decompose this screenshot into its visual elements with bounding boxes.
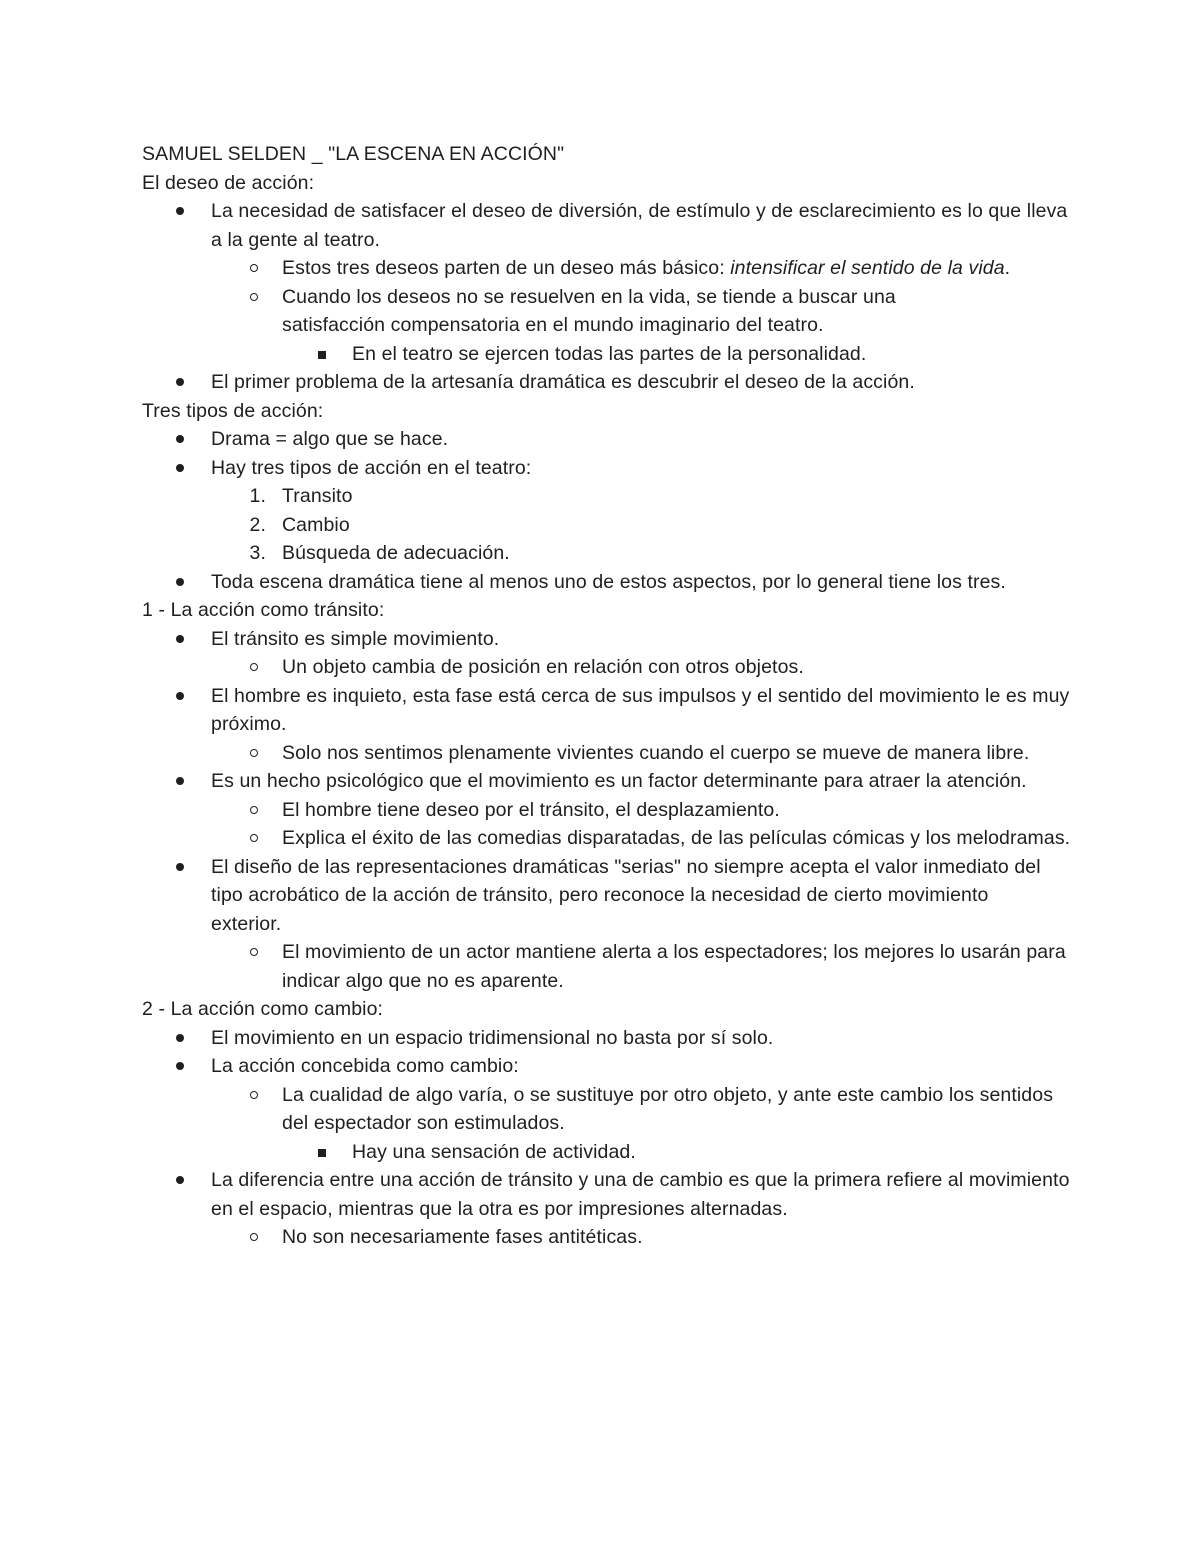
bullet-icon	[176, 378, 184, 386]
numbered-item: 1. Transito	[142, 482, 1072, 511]
list-item: El tránsito es simple movimiento.	[142, 625, 1072, 654]
list-number: 3.	[249, 542, 266, 564]
list-item: Solo nos sentimos plenamente vivientes cuando el cuerpo se mueve de manera libre.	[142, 739, 1072, 768]
section-heading: 1 - La acción como tránsito:	[142, 599, 385, 621]
bullet-icon	[176, 435, 184, 443]
hollow-bullet-icon	[250, 948, 258, 956]
numbered-item: 3. Búsqueda de adecuación.	[142, 539, 1072, 568]
document-title: SAMUEL SELDEN _ "LA ESCENA EN ACCIÓN"	[142, 143, 565, 165]
document-page	[142, 140, 1072, 1252]
list-item: El diseño de las representaciones dramáticas "serias" no siempre acepta el valor inmediato del tipo acrobático de la acción de tránsito, pero reconoce la necesidad de cierto movimiento exterior.	[142, 853, 1072, 939]
list-number: 2.	[249, 513, 266, 536]
hollow-bullet-icon	[250, 749, 258, 757]
list-item: Explica el éxito de las comedias disparatadas, de las películas cómicas y los melodramas.	[142, 824, 1072, 853]
list-item: En el teatro se ejercen todas las partes de la personalidad.	[142, 340, 1072, 369]
list-item: El hombre tiene deseo por el tránsito, el desplazamiento.	[142, 796, 1072, 825]
list-item: El hombre es inquieto, esta fase está cerca de sus impulsos y el sentido del movimiento le es muy próximo.	[142, 682, 1072, 739]
list-item: El movimiento de un actor mantiene alerta a los espectadores; los mejores lo usarán para indicar algo que no es aparente.	[142, 938, 1072, 995]
hollow-bullet-icon	[250, 806, 258, 814]
list-item: La diferencia entre una acción de tránsito y una de cambio es que la primera refiere al movimiento en el espacio, mientras que la otra es por impresiones alternadas.	[142, 1166, 1072, 1223]
list-item: Es un hecho psicológico que el movimiento es un factor determinante para atraer la atención.	[142, 767, 1072, 796]
list-item: No son necesariamente fases antitéticas.	[142, 1223, 1072, 1252]
list-item: La cualidad de algo varía, o se sustituye por otro objeto, y ante este cambio los sentidos del espectador son estimulados.	[142, 1081, 1072, 1138]
hollow-bullet-icon	[250, 834, 258, 842]
numbered-item: 2. Cambio	[142, 511, 1072, 540]
bullet-icon	[176, 863, 184, 871]
list-item: Un objeto cambia de posición en relación con otros objetos.	[142, 653, 1072, 682]
bullet-icon	[176, 464, 184, 472]
list-item: Hay una sensación de actividad.	[142, 1138, 1072, 1167]
list-item: Cuando los deseos no se resuelven en la vida, se tiende a buscar una satisfacción compensatoria en el mundo imaginario del teatro.	[142, 283, 1072, 340]
list-item: La necesidad de satisfacer el deseo de diversión, de estímulo y de esclarecimiento es lo que lleva a la gente al teatro.	[142, 197, 1072, 254]
list-item: Drama = algo que se hace.	[142, 425, 1072, 454]
section-heading: El deseo de acción:	[142, 171, 315, 194]
bullet-icon	[176, 635, 184, 643]
hollow-bullet-icon	[250, 1091, 258, 1099]
hollow-bullet-icon	[250, 264, 258, 272]
bullet-icon	[176, 777, 184, 785]
bullet-icon	[176, 1062, 184, 1070]
square-bullet-icon	[318, 1149, 326, 1157]
section-heading: Tres tipos de acción:	[142, 399, 324, 422]
list-item: El primer problema de la artesanía dramática es descubrir el deseo de la acción.	[142, 368, 1072, 397]
list-number: 1.	[249, 485, 266, 507]
bullet-icon	[176, 1176, 184, 1184]
hollow-bullet-icon	[250, 293, 258, 301]
section-heading: 2 - La acción como cambio:	[142, 998, 384, 1020]
square-bullet-icon	[318, 351, 326, 359]
list-item: La acción concebida como cambio:	[142, 1052, 1072, 1081]
bullet-icon	[176, 692, 184, 700]
list-item: El movimiento en un espacio tridimensional no basta por sí solo.	[142, 1024, 1072, 1053]
list-item: Toda escena dramática tiene al menos uno de estos aspectos, por lo general tiene los tres.	[142, 568, 1072, 597]
emphasis-text: intensificar el sentido de la vida	[730, 257, 1005, 279]
list-item: Estos tres deseos parten de un deseo más básico: intensificar el sentido de la vida.	[142, 254, 1072, 283]
bullet-icon	[176, 578, 184, 586]
bullet-icon	[176, 1034, 184, 1042]
bullet-icon	[176, 207, 184, 215]
hollow-bullet-icon	[250, 1233, 258, 1241]
list-item: Hay tres tipos de acción en el teatro:	[142, 454, 1072, 483]
hollow-bullet-icon	[250, 663, 258, 671]
